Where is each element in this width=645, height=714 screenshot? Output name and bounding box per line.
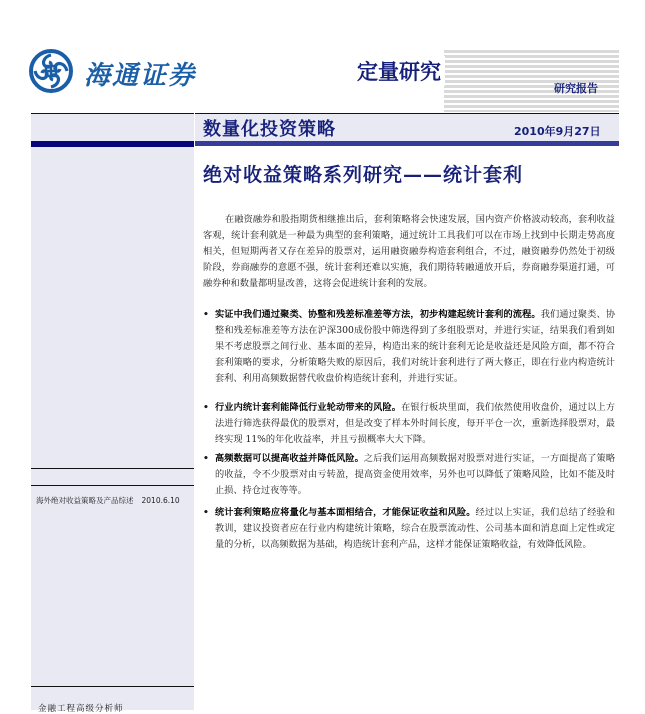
- key-point-lead: 实证中我们通过聚类、协整和残差标准差等方法，初步构建起统计套利的流程。: [215, 309, 541, 320]
- key-point-body: 在银行板块里面，我们依然使用收盘价，通过以上方法进行筛选获得最优的股票对，但是改变了样本外时间长度，每开平仓一次，重新选择股票对，最终实现 11%的年化收益率，并且亏损概率大大下降。: [215, 402, 616, 445]
- bullet-icon: •: [203, 507, 209, 518]
- bullet-icon: •: [203, 309, 209, 320]
- key-point-body: 我们通过聚类、协整和残差标准差等方法在沪深300成份股中筛选得到了多组股票对，并进行实证，结果我们看到如果不考虑股票之间行业、基本面的差异，构造出来的统计套利无论是收益还是风险方面，都不符合套利策略的要求，分析策略失败的原因后，我们对统计套利进行了两大修正，即在行业内构造统计套利、利用高频数据替代收盘价构造统计套利，并进行实证。: [215, 309, 616, 384]
- key-point-lead: 统计套利策略应将量化与基本面相结合，才能保证收益和风险。: [215, 507, 476, 518]
- brand-name: 海通证券: [84, 61, 197, 91]
- intro-paragraph: 在融资融券和股指期货相继推出后，套利策略将会快速发展，国内资产价格波动较高，套利收益客观，统计套利就是一种最为典型的套利策略，通过统计工具我们可以在市场上找到中长期走势高度相关，但短期两者又存在差异的股票对，运用融资融券构造套利组合，不过，融资融券仍然处于初级阶段，券商融券的意愿不强，统计套利还难以实施，我们期待转融通放开后，券商融券渠道打通，可融券种和数量都明显改善，这将会促进统计套利的发展。: [203, 214, 615, 289]
- header-band-divider: [194, 113, 195, 147]
- key-point-lead: 行业内统计套利能降低行业轮动带来的风险。: [215, 402, 402, 413]
- document-title: 绝对收益策略系列研究——统计套利: [203, 164, 524, 186]
- sidebar-divider: [31, 468, 194, 469]
- key-point-body: 之后我们运用高频数据对股票对进行实证，一方面提高了策略的收益，令不少股票对由亏转盈，提高资金使用效率，另外也可以降低了策略风险，比如不能及时止损、持仓过夜等等。: [215, 453, 616, 496]
- left-sidebar: [31, 147, 194, 710]
- related-report-item[interactable]: [36, 495, 180, 506]
- key-point-lead: 高频数据可以提高收益并降低风险。: [215, 453, 364, 464]
- bullet-icon: •: [203, 453, 209, 464]
- haitong-logo-icon: [29, 49, 73, 93]
- key-point: [203, 505, 615, 553]
- analyst-title: 金融工程高级分析师: [38, 704, 124, 714]
- category-title: 定量研究: [357, 56, 445, 86]
- report-type-label: 研究报告: [554, 82, 598, 95]
- report-date: 2010年9月27日: [514, 125, 601, 138]
- related-report-title: 海外绝对收益策略及产品综述: [36, 496, 134, 505]
- bullet-icon: •: [203, 402, 209, 413]
- key-point: [203, 307, 615, 387]
- key-point: [203, 400, 615, 448]
- sidebar-divider: [31, 485, 194, 486]
- related-report-date: 2010.6.10: [141, 496, 180, 505]
- key-point-body: 经过以上实证，我们总结了经验和教训，建议投资者应在行业内构建统计策略，综合在股票流动性、公司基本面和消息面上定性或定量的分析，以高频数据为基础，构造统计套利产品，这样才能保证策略收益，有效降低风险。: [215, 507, 616, 550]
- section-title: 数量化投资策略: [203, 119, 336, 140]
- key-point: [203, 451, 615, 499]
- header-band-right-bar: [195, 141, 619, 146]
- sidebar-divider: [31, 686, 194, 687]
